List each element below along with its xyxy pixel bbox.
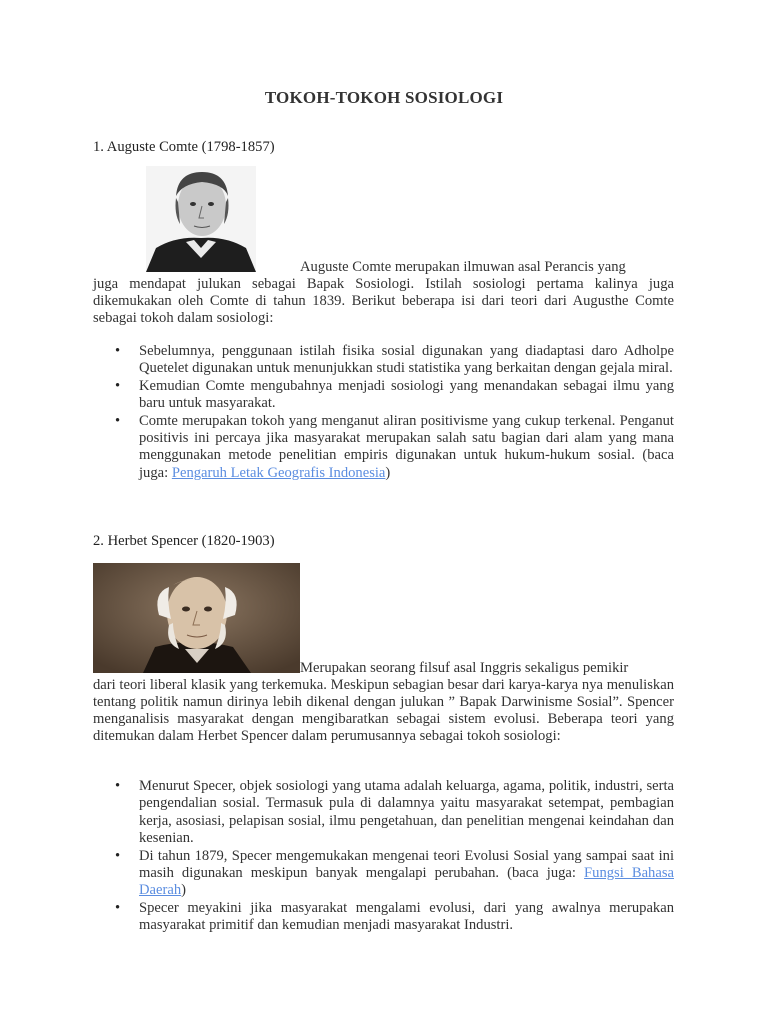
spencer-intro-rest: dari teori liberal klasik yang terkemuka. Meskipun sebagian besar dari karya-karya nya menuliskan tentang politik namun dirinya lebih dikenal dengan julukan ” Bapak Darwinisme Sosial”. Spencer menganalisis masyarakat dengan mengibaratkan sebagai sistem evolusi. Beberapa teori yang ditemukan dalam Herbet Spencer dalam perumusannya sebagai tokoh sosiologi: bbox=[93, 677, 674, 744]
list-item: • Menurut Specer, objek sosiologi yang utama adalah keluarga, agama, politik, industri, serta pengendalian sosial. Termasuk pula di dalamnya yaitu masyarakat setempat, pembagian kerja, asosiasi, pelapisan sosial, ilmu pengetahuan, dan penelitian mengenai keindahan dan kesenian. bbox=[139, 778, 674, 848]
section-heading-spencer: 2. Herbet Spencer (1820-1903) bbox=[93, 533, 275, 549]
link-pengaruh-letak-geografis[interactable]: Pengaruh Letak Geografis Indonesia bbox=[171, 464, 386, 481]
list-item: • Di tahun 1879, Specer mengemukakan mengenai teori Evolusi Sosial yang sampai saat ini masih digunakan meskipun banyak mengalapi perubahan. (baca juga: Fungsi Bahasa Daerah) bbox=[139, 848, 674, 900]
comte-bullet-list bbox=[139, 343, 674, 482]
list-item: • Sebelumnya, penggunaan istilah fisika sosial digunakan yang diadaptasi daro Adholpe Quetelet digunakan untuk menunjukkan studi statistika yang berkaitan dengan gejala miral. bbox=[139, 343, 674, 378]
comte-intro bbox=[93, 259, 674, 327]
spencer-portrait bbox=[93, 563, 300, 673]
list-item: • Kemudian Comte mengubahnya menjadi sosiologi yang menandakan sebagai ilmu yang baru untuk masyarakat. bbox=[139, 378, 674, 413]
spencer-intro-first-line: Merupakan seorang filsuf asal Inggris sekaligus pemikir bbox=[300, 660, 629, 676]
link-fungsi-bahasa-daerah[interactable]: Fungsi Bahasa Daerah bbox=[139, 865, 674, 899]
list-item: • Specer meyakini jika masyarakat mengalami evolusi, dari yang awalnya merupakan masyarakat primitif dan kemudian menjadi masyarakat Industri. bbox=[139, 900, 674, 935]
comte-intro-rest: juga mendapat julukan sebagai Bapak Sosiologi. Istilah sosiologi pertama kalinya juga dikemukakan oleh Comte di tahun 1839. Berikut beberapa isi dari teori dari Augusthe Comte sebagai tokoh dalam sosiologi: bbox=[93, 276, 674, 326]
comte-intro-first-line: Auguste Comte merupakan ilmuwan asal Perancis yang bbox=[300, 259, 626, 275]
page-title: TOKOH-TOKOH SOSIOLOGI bbox=[264, 88, 504, 107]
list-item: • Comte merupakan tokoh yang menganut aliran positivisme yang cukup terkenal. Penganut positivis ini percaya jika masyarakat merupakan salah satu bagian dari alam yang mana menggunakan metode penelitian empiris digunakan untuk hukum-hukum sosial. (baca juga: Pengaruh Letak Geografis Indonesia) bbox=[139, 413, 674, 483]
comte-portrait bbox=[146, 166, 256, 272]
spencer-bullet-list bbox=[139, 778, 674, 935]
section-heading-comte: 1. Auguste Comte (1798-1857) bbox=[93, 139, 275, 155]
spencer-intro bbox=[93, 660, 674, 745]
